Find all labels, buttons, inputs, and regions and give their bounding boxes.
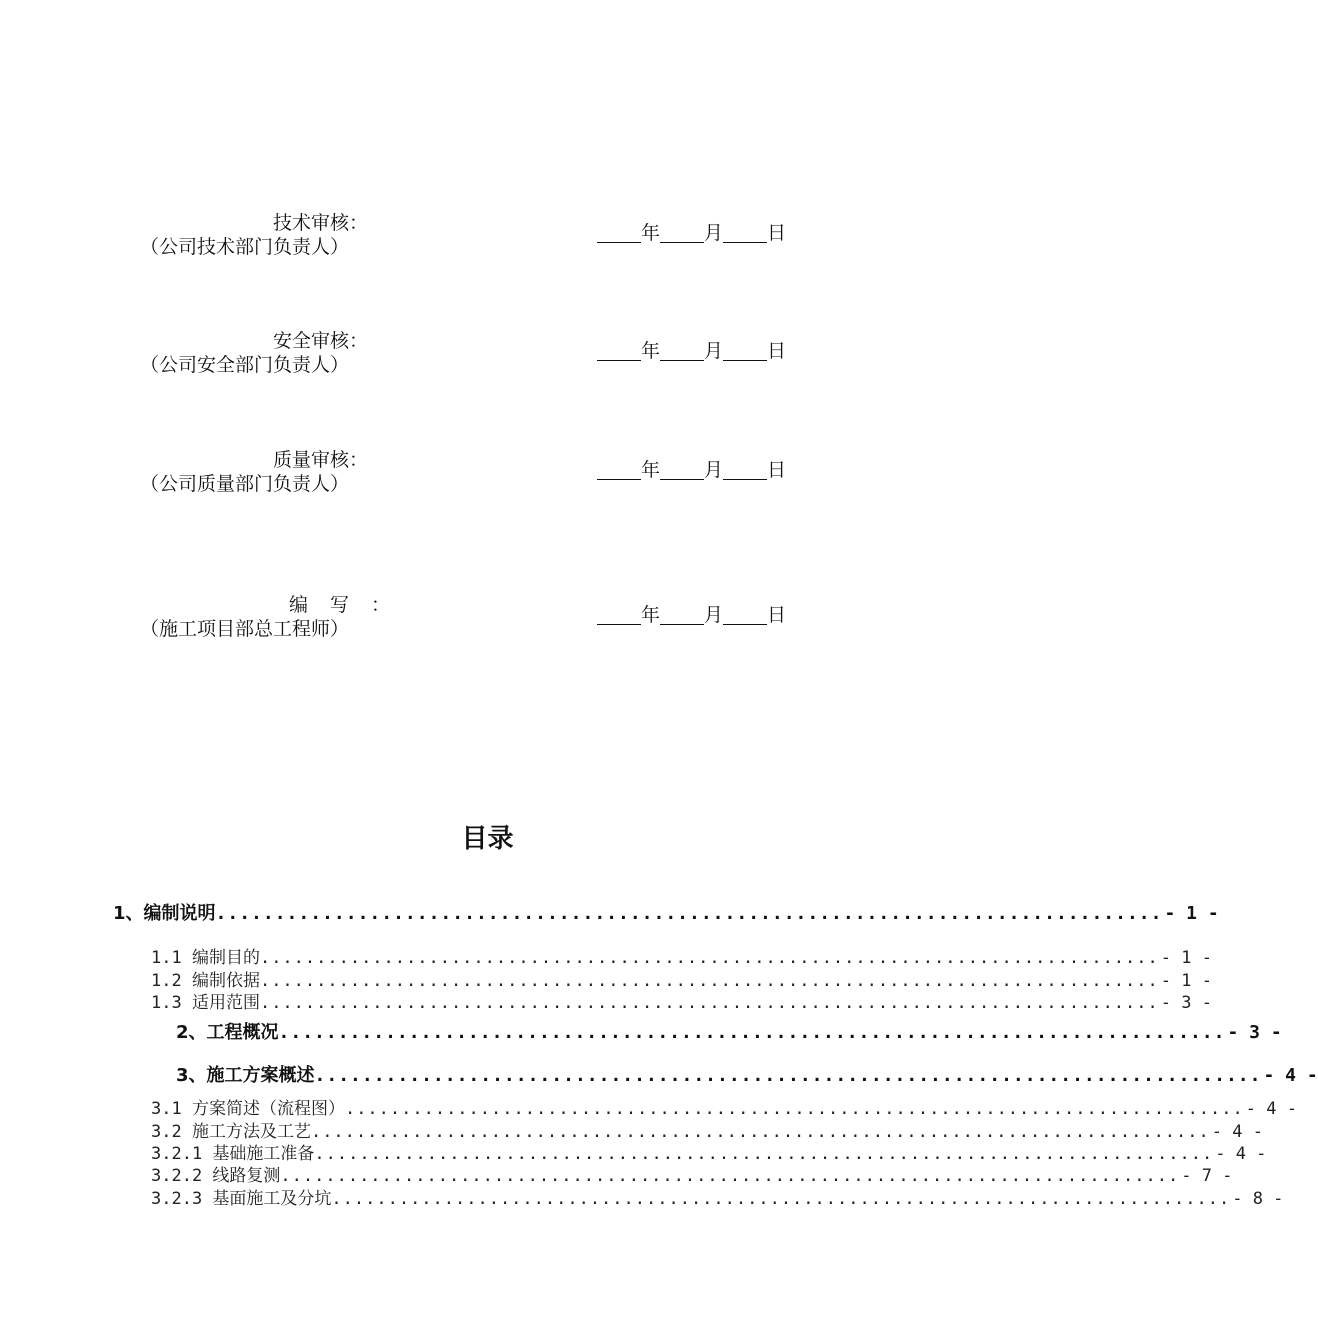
day-unit: 日 <box>767 222 787 244</box>
month-blank[interactable] <box>660 459 704 480</box>
toc-leader-dots: ................................................................................ <box>280 1166 1180 1186</box>
date-fill-line <box>597 221 786 245</box>
toc-entry-label: 1.1 编制目的 <box>151 948 260 968</box>
toc-page-number: - 4 - <box>1211 1122 1263 1142</box>
year-blank[interactable] <box>597 340 641 361</box>
toc-entry[interactable] <box>151 992 1212 1014</box>
signature-department: （公司技术部门负责人） <box>140 236 350 258</box>
signature-quality-review <box>0 448 950 498</box>
toc-page-number: - 3 - <box>1160 993 1212 1013</box>
year-unit: 年 <box>641 604 661 626</box>
toc-entry[interactable] <box>151 970 1212 992</box>
year-unit: 年 <box>641 459 661 481</box>
toc-entry[interactable] <box>151 1165 1233 1187</box>
month-blank[interactable] <box>660 340 704 361</box>
toc-entry[interactable] <box>151 1121 1263 1143</box>
toc-leader-dots: ................................................................................ <box>278 1022 1226 1043</box>
toc-entry-label: 1、编制说明 <box>113 903 216 924</box>
toc-page-number: - 3 - <box>1227 1022 1282 1043</box>
signature-role: 技术审核： <box>272 212 368 234</box>
day-unit: 日 <box>767 340 787 362</box>
year-blank[interactable] <box>597 459 641 480</box>
toc-entry-label: 3.1 方案简述（流程图） <box>151 1099 345 1119</box>
toc-page-number: - 8 - <box>1232 1189 1284 1209</box>
toc-entry[interactable] <box>151 1143 1267 1165</box>
toc-leader-dots: ................................................................................ <box>310 1122 1210 1142</box>
month-unit: 月 <box>704 459 724 481</box>
month-unit: 月 <box>704 222 724 244</box>
toc-title: 目录 <box>461 824 514 854</box>
toc-entry[interactable] <box>151 1098 1297 1120</box>
signature-technical-review <box>0 211 950 261</box>
toc-page-number: - 1 - <box>1160 971 1212 991</box>
year-unit: 年 <box>641 222 661 244</box>
toc-entry-label: 3、施工方案概述 <box>176 1065 315 1086</box>
day-unit: 日 <box>767 604 787 626</box>
toc-entry[interactable] <box>176 1022 1282 1044</box>
toc-entry-label: 3.2.1 基础施工准备 <box>151 1144 315 1164</box>
toc-leader-dots: ................................................................................ <box>259 993 1159 1013</box>
toc-leader-dots: ................................................................................ <box>259 971 1159 991</box>
day-blank[interactable] <box>723 604 767 625</box>
toc-entry[interactable] <box>151 947 1212 969</box>
toc-page-number: - 4 - <box>1263 1065 1318 1086</box>
signature-role: 质量审核： <box>272 449 368 471</box>
toc-entry-label: 3.2 施工方法及工艺 <box>151 1122 311 1142</box>
toc-leader-dots: ................................................................................ <box>314 1065 1262 1086</box>
signature-role <box>289 593 390 617</box>
toc-entry[interactable] <box>113 903 1219 925</box>
day-blank[interactable] <box>723 459 767 480</box>
year-blank[interactable] <box>597 222 641 243</box>
month-blank[interactable] <box>660 222 704 243</box>
toc-entry-label: 2、工程概况 <box>176 1022 279 1043</box>
signature-department: （施工项目部总工程师） <box>140 618 350 640</box>
toc-leader-dots: ................................................................................ <box>259 948 1159 968</box>
signature-safety-review <box>0 329 950 379</box>
day-blank[interactable] <box>723 222 767 243</box>
month-unit: 月 <box>704 340 724 362</box>
day-blank[interactable] <box>723 340 767 361</box>
toc-entry-label: 3.2.2 线路复测 <box>151 1166 281 1186</box>
date-fill-line <box>597 458 786 482</box>
toc-entry-label: 1.3 适用范围 <box>151 993 260 1013</box>
toc-leader-dots: ................................................................................ <box>344 1099 1244 1119</box>
month-unit: 月 <box>704 604 724 626</box>
toc-leader-dots: ................................................................................ <box>314 1144 1214 1164</box>
year-unit: 年 <box>641 340 661 362</box>
role-char-1: 编 <box>288 594 330 616</box>
toc-page-number: - 4 - <box>1245 1099 1297 1119</box>
signature-department: （公司安全部门负责人） <box>140 354 350 376</box>
year-blank[interactable] <box>597 604 641 625</box>
toc-entry-label: 1.2 编制依据 <box>151 971 260 991</box>
month-blank[interactable] <box>660 604 704 625</box>
signature-author <box>0 593 950 643</box>
toc-page-number: - 7 - <box>1181 1166 1233 1186</box>
toc-page-number: - 1 - <box>1164 903 1219 924</box>
toc-leader-dots: ................................................................................ <box>331 1189 1231 1209</box>
date-fill-line <box>597 603 786 627</box>
date-fill-line <box>597 339 786 363</box>
toc-entry[interactable] <box>176 1065 1318 1087</box>
toc-entry[interactable] <box>151 1188 1284 1210</box>
day-unit: 日 <box>767 459 787 481</box>
toc-entry-label: 3.2.3 基面施工及分坑 <box>151 1189 332 1209</box>
toc-page-number: - 4 - <box>1215 1144 1267 1164</box>
signature-department: （公司质量部门负责人） <box>140 473 350 495</box>
role-colon: ： <box>370 594 390 616</box>
role-char-2: 写 <box>329 594 371 616</box>
toc-leader-dots: ................................................................................ <box>215 903 1163 924</box>
signature-role: 安全审核： <box>272 330 368 352</box>
toc-page-number: - 1 - <box>1160 948 1212 968</box>
